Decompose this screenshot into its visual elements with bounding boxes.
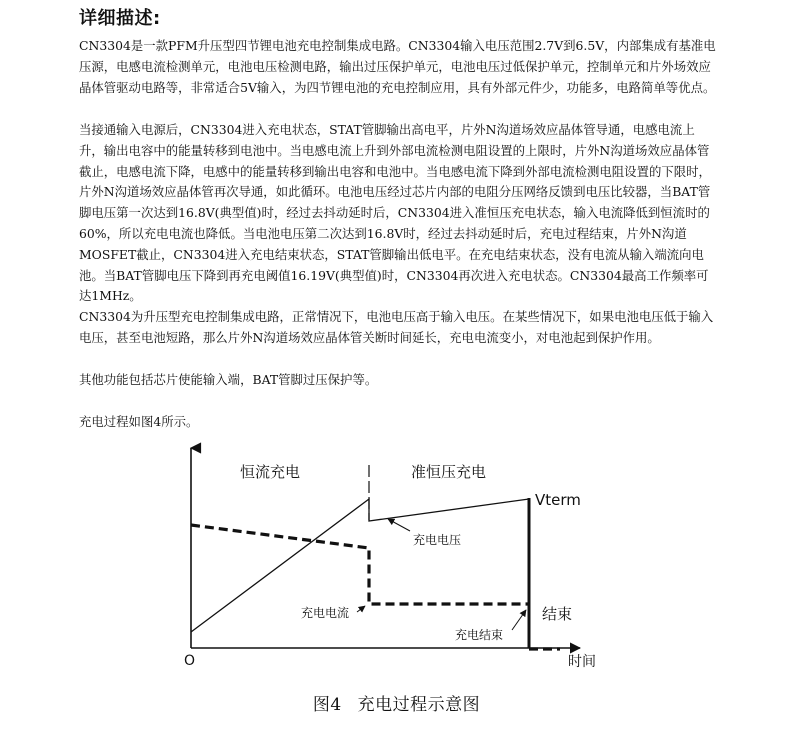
paragraph-figure-ref: 充电过程如图4所示。 [79, 414, 199, 429]
origin-label: O [184, 653, 196, 669]
end-label: 结束 [542, 605, 573, 623]
charge-voltage-curve [191, 499, 529, 632]
paragraph-charging-process: 当接通输入电源后，CN3304进入充电状态，STAT管脚输出高电平，片外N沟道场效应晶体管导通，电感电流上升，输出电容中的能量转移到电池中。当电感电流上升到外部电流检测电阻设置的上限时，片外N沟道场效应晶体管截止，电感电流下降，电感中的能量转移到输出电容和电池中。当电感电流下降到外部电流检测电阻设置的下限时，片外N沟道场效应晶体管再次导通，如此循环。电池电压经过芯片内部的电阻分压网络反馈到电压比较器，当BAT管脚电压第一次达到16.8V(典型值)时，经过去抖动延时后，CN3304进入准恒压充电状态，输入电流降低到恒流时的60%，所以充电电流也降低。当电池电压第二次达到16.8V时，经过去抖动延时后，充电过程结束，片外N沟道MOSFET截止，CN3304进入充电结束状态，STAT管脚输出低电平。在充电结束状态，没有电流从输入端流向电池。当BAT管脚电压下降到再充电阈值16.19V(典型值)时，CN3304再次进入充电状态。CN3304最高工作频率可达1MHz。 [79, 122, 711, 304]
vterm-label: Vterm [535, 491, 581, 509]
end-point-label: 充电结束 [455, 628, 504, 642]
figure-caption: 图4 充电过程示意图 [312, 695, 481, 715]
region-cc-label: 恒流充电 [240, 463, 301, 481]
x-axis-label: 时间 [568, 654, 596, 670]
paragraph-other-features: 其他功能包括芯片使能输入端，BAT管脚过压保护等。 [79, 372, 378, 387]
paragraph-overview: CN3304是一款PFM升压型四节锂电池充电控制集成电路。CN3304输入电压范围2.7V到6.5V，内部集成有基准电压源，电感电流检测单元，电池电压检测电路，输出过压保护单元，电池电压过低保护单元，控制单元和片外场效应晶体管驱动电路等，非常适合5V输入，为四节锂电池的充电控制应用，具有外部元件少，功能多，电路简单等优点。 [79, 38, 716, 95]
current-label: 充电电流 [301, 606, 350, 620]
voltage-label: 充电电压 [413, 533, 462, 547]
end-point-arrow [512, 610, 526, 630]
charge-current-curve [191, 525, 529, 604]
voltage-label-arrow [388, 519, 410, 531]
paragraph-protection: CN3304为升压型充电控制集成电路，正常情况下，电池电压高于输入电压。在某些情况下，如果电池电压低于输入电压，甚至电池短路，那么片外N沟道场效应晶体管关断时间延长，充电电流变小，对电池起到保护作用。 [79, 309, 714, 345]
current-label-arrow [357, 606, 365, 612]
region-cv-label: 准恒压充电 [411, 463, 487, 481]
section-heading: 详细描述: [79, 8, 161, 29]
